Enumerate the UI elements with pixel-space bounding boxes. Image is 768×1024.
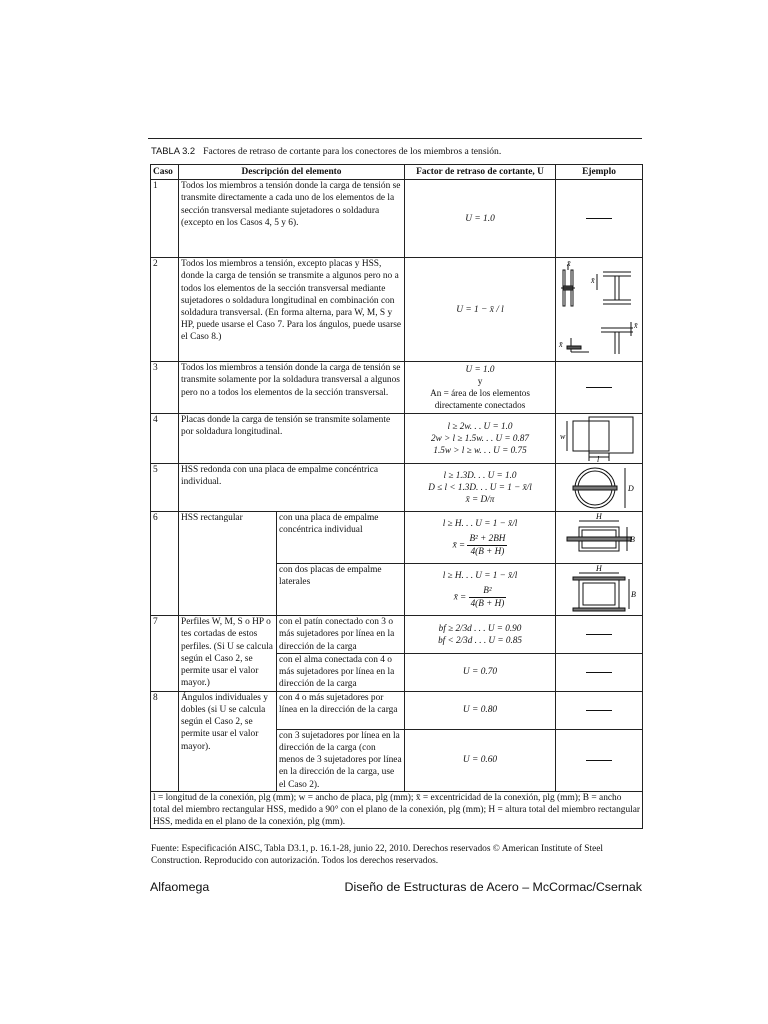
factor-value [405, 464, 556, 512]
factor-line: D ≤ l < 1.3D. . . U = 1 − x̄/l [428, 481, 532, 492]
factor-value: U = 1.0 [405, 180, 556, 258]
xbar-label: x̄ [567, 259, 571, 268]
header-ejemplo: Ejemplo [556, 165, 643, 180]
xbar-label: x̄ [559, 339, 563, 349]
example-cell [556, 180, 643, 258]
caso-number: 8 [151, 691, 179, 791]
example-cell [556, 616, 643, 654]
case-description: Ángulos individuales y dobles (si U se calcula según el Caso 2, se permite usar el valor mayor). [179, 691, 277, 791]
factor-line: An = área de los elementos [430, 387, 530, 398]
b-label: B [630, 534, 635, 544]
publisher-footer: Alfaomega [150, 880, 210, 894]
w-label: w [560, 431, 566, 441]
fraction-prefix: x̄ = [453, 591, 467, 602]
case-description: HSS redonda con una placa de empalme concéntrica individual. [179, 464, 405, 512]
case-subdescription: con 4 o más sujetadores por línea en la dirección de la carga [277, 691, 405, 729]
fraction [467, 533, 507, 558]
round-hss-sketch [559, 465, 639, 511]
table-footnote: l = longitud de la conexión, plg (mm); w = ancho de placa, plg (mm); x̄ = excentricidad de la conexión, plg (mm); B = ancho total del miembro rectangular HSS, medido a 90° con el plano de la conexión, plg (mm); H = altura total del miembro rectangular HSS, medida en el plano de la conexión, plg (mm). [151, 791, 643, 829]
caso-number: 5 [151, 464, 179, 512]
table-row-caso-5 [151, 464, 643, 512]
header-row [151, 165, 643, 180]
book-title-footer: Diseño de Estructuras de Acero – McCormac/Csernak [344, 880, 642, 894]
b-label: B [631, 589, 636, 599]
example-cell [556, 362, 643, 414]
no-example-dash [586, 387, 612, 388]
caso-number: 4 [151, 414, 179, 464]
factor-value [405, 362, 556, 414]
table-title: Factores de retraso de cortante para los conectores de los miembros a tensión. [203, 146, 502, 157]
case-2-sections-sketch [557, 260, 641, 360]
factor-value: U = 0.70 [405, 653, 556, 691]
caso-number: 7 [151, 616, 179, 692]
no-example-dash [586, 672, 612, 673]
l-label: l [597, 454, 600, 463]
factor-line: bf < 2/3d . . . U = 0.85 [438, 634, 522, 645]
example-cell [556, 512, 643, 564]
fraction [469, 585, 507, 610]
h-label: H [596, 512, 602, 521]
xbar-fraction [407, 533, 553, 558]
table-row-caso-2 [151, 258, 643, 362]
fraction-denominator: 4(B + H) [470, 545, 505, 556]
factor-line: 1.5w > l ≥ w. . . U = 0.75 [433, 444, 527, 455]
example-cell [556, 464, 643, 512]
caso-number: 3 [151, 362, 179, 414]
fraction-prefix: x̄ = [452, 539, 466, 550]
shear-lag-table [150, 164, 643, 829]
case-description: Todos los miembros a tensión donde la carga de tensión se transmite directamente a cada uno de los elementos de la sección transversal mediante sujetadores o soldadura (excepto en los Casos 4, 5 y 6). [179, 180, 405, 258]
caso-number: 1 [151, 180, 179, 258]
fraction-denominator: 4(B + H) [470, 597, 505, 608]
factor-value: U = 0.60 [405, 729, 556, 791]
footnote-row [151, 791, 643, 829]
table-row-caso-3 [151, 362, 643, 414]
factor-line: directamente conectados [434, 399, 526, 410]
no-example-dash [586, 218, 612, 219]
case-subdescription: con 3 sujetadores por línea en la dirección de la carga (con menos de 3 sujetadores por línea en la dirección de la carga, use el Caso 2). [277, 729, 405, 791]
factor-line: 2w > l ≥ 1.5w. . . U = 0.87 [431, 432, 529, 443]
case-description: Perfiles W, M, S o HP o tes cortadas de estos perfiles. (Si U se calcula según el Caso 2, se permite usar el valor mayor.) [179, 616, 277, 692]
table-caption [151, 145, 641, 157]
table-row-caso-4 [151, 414, 643, 464]
case-subdescription: con dos placas de empalme laterales [277, 564, 405, 616]
example-cell [556, 729, 643, 791]
example-cell [556, 564, 643, 616]
xbar-label: x̄ [634, 320, 638, 330]
case-description: Placas donde la carga de tensión se transmite solamente por soldadura longitudinal. [179, 414, 405, 464]
no-example-dash [586, 634, 612, 635]
table-row-caso-7 [151, 616, 643, 654]
table-row-caso-1 [151, 180, 643, 258]
no-example-dash [586, 710, 612, 711]
factor-value [405, 564, 556, 616]
case-subdescription: con el alma conectada con 4 o más sujetadores por línea en la dirección de la carga [277, 653, 405, 691]
example-cell [556, 414, 643, 464]
factor-value [405, 616, 556, 654]
d-label: D [628, 483, 634, 493]
factor-line: U = 1.0 [465, 364, 495, 375]
factor-line: x̄ = D/π [465, 493, 495, 504]
header-factor: Factor de retraso de cortante, U [405, 165, 556, 180]
table-label: TABLA 3.2 [151, 145, 196, 156]
factor-line: l ≥ H. . . U = 1 − x̄/l [442, 570, 518, 580]
xbar-label: x̄ [591, 275, 595, 285]
welded-plate-sketch [559, 415, 639, 463]
case-subdescription: con una placa de empalme concéntrica individual [277, 512, 405, 564]
fraction-numerator: B² [469, 585, 507, 598]
factor-value: U = 0.80 [405, 691, 556, 729]
table-row-caso-8 [151, 691, 643, 729]
rect-hss-two-plates-sketch [559, 565, 639, 615]
case-description: HSS rectangular [179, 512, 277, 616]
factor-line: l ≥ 1.3D. . . U = 1.0 [443, 470, 517, 480]
case-description: Todos los miembros a tensión, excepto placas y HSS, donde la carga de tensión se transmite a algunos pero no a todos los elementos de la sección transversal mediante sujetadores o soldadura longitudinal en combinación con soldadura transversal. (En forma alterna, para W, M, S y HP, puede usarse el Caso 7. Para los ángulos, puede usarse el Caso 8.) [179, 258, 405, 362]
xbar-fraction [407, 585, 553, 610]
fraction-numerator: B² + 2BH [467, 533, 507, 546]
rect-hss-single-plate-sketch [559, 513, 639, 563]
example-cell [556, 653, 643, 691]
example-cell [556, 258, 643, 362]
source-note: Fuente: Especificación AISC, Tabla D3.1, p. 16.1-28, junio 22, 2010. Derechos reservados © American Institute of Steel Construction. Reproducido con autorización. Todos los derechos reservados. [151, 844, 604, 867]
caso-number: 2 [151, 258, 179, 362]
factor-value [405, 414, 556, 464]
factor-line: l ≥ 2w. . . U = 1.0 [447, 421, 513, 431]
case-subdescription: con el patín conectado con 3 o más sujetadores por línea en la dirección de la carga [277, 616, 405, 654]
header-caso: Caso [151, 165, 179, 180]
factor-line: y [477, 375, 483, 386]
example-cell [556, 691, 643, 729]
h-label: H [596, 564, 602, 573]
factor-line: bf ≥ 2/3d . . . U = 0.90 [438, 622, 522, 633]
header-descripcion: Descripción del elemento [179, 165, 405, 180]
factor-line: l ≥ H. . . U = 1 − x̄/l [442, 518, 518, 528]
factor-value [405, 512, 556, 564]
top-rule [148, 138, 642, 139]
factor-value: U = 1 − x̄ / l [405, 258, 556, 362]
case-description: Todos los miembros a tensión donde la carga de tensión se transmite solamente por la soldadura transversal a algunos pero no a todos los elementos de la sección transversal. [179, 362, 405, 414]
caso-number: 6 [151, 512, 179, 616]
no-example-dash [586, 760, 612, 761]
table-row-caso-6 [151, 512, 643, 564]
